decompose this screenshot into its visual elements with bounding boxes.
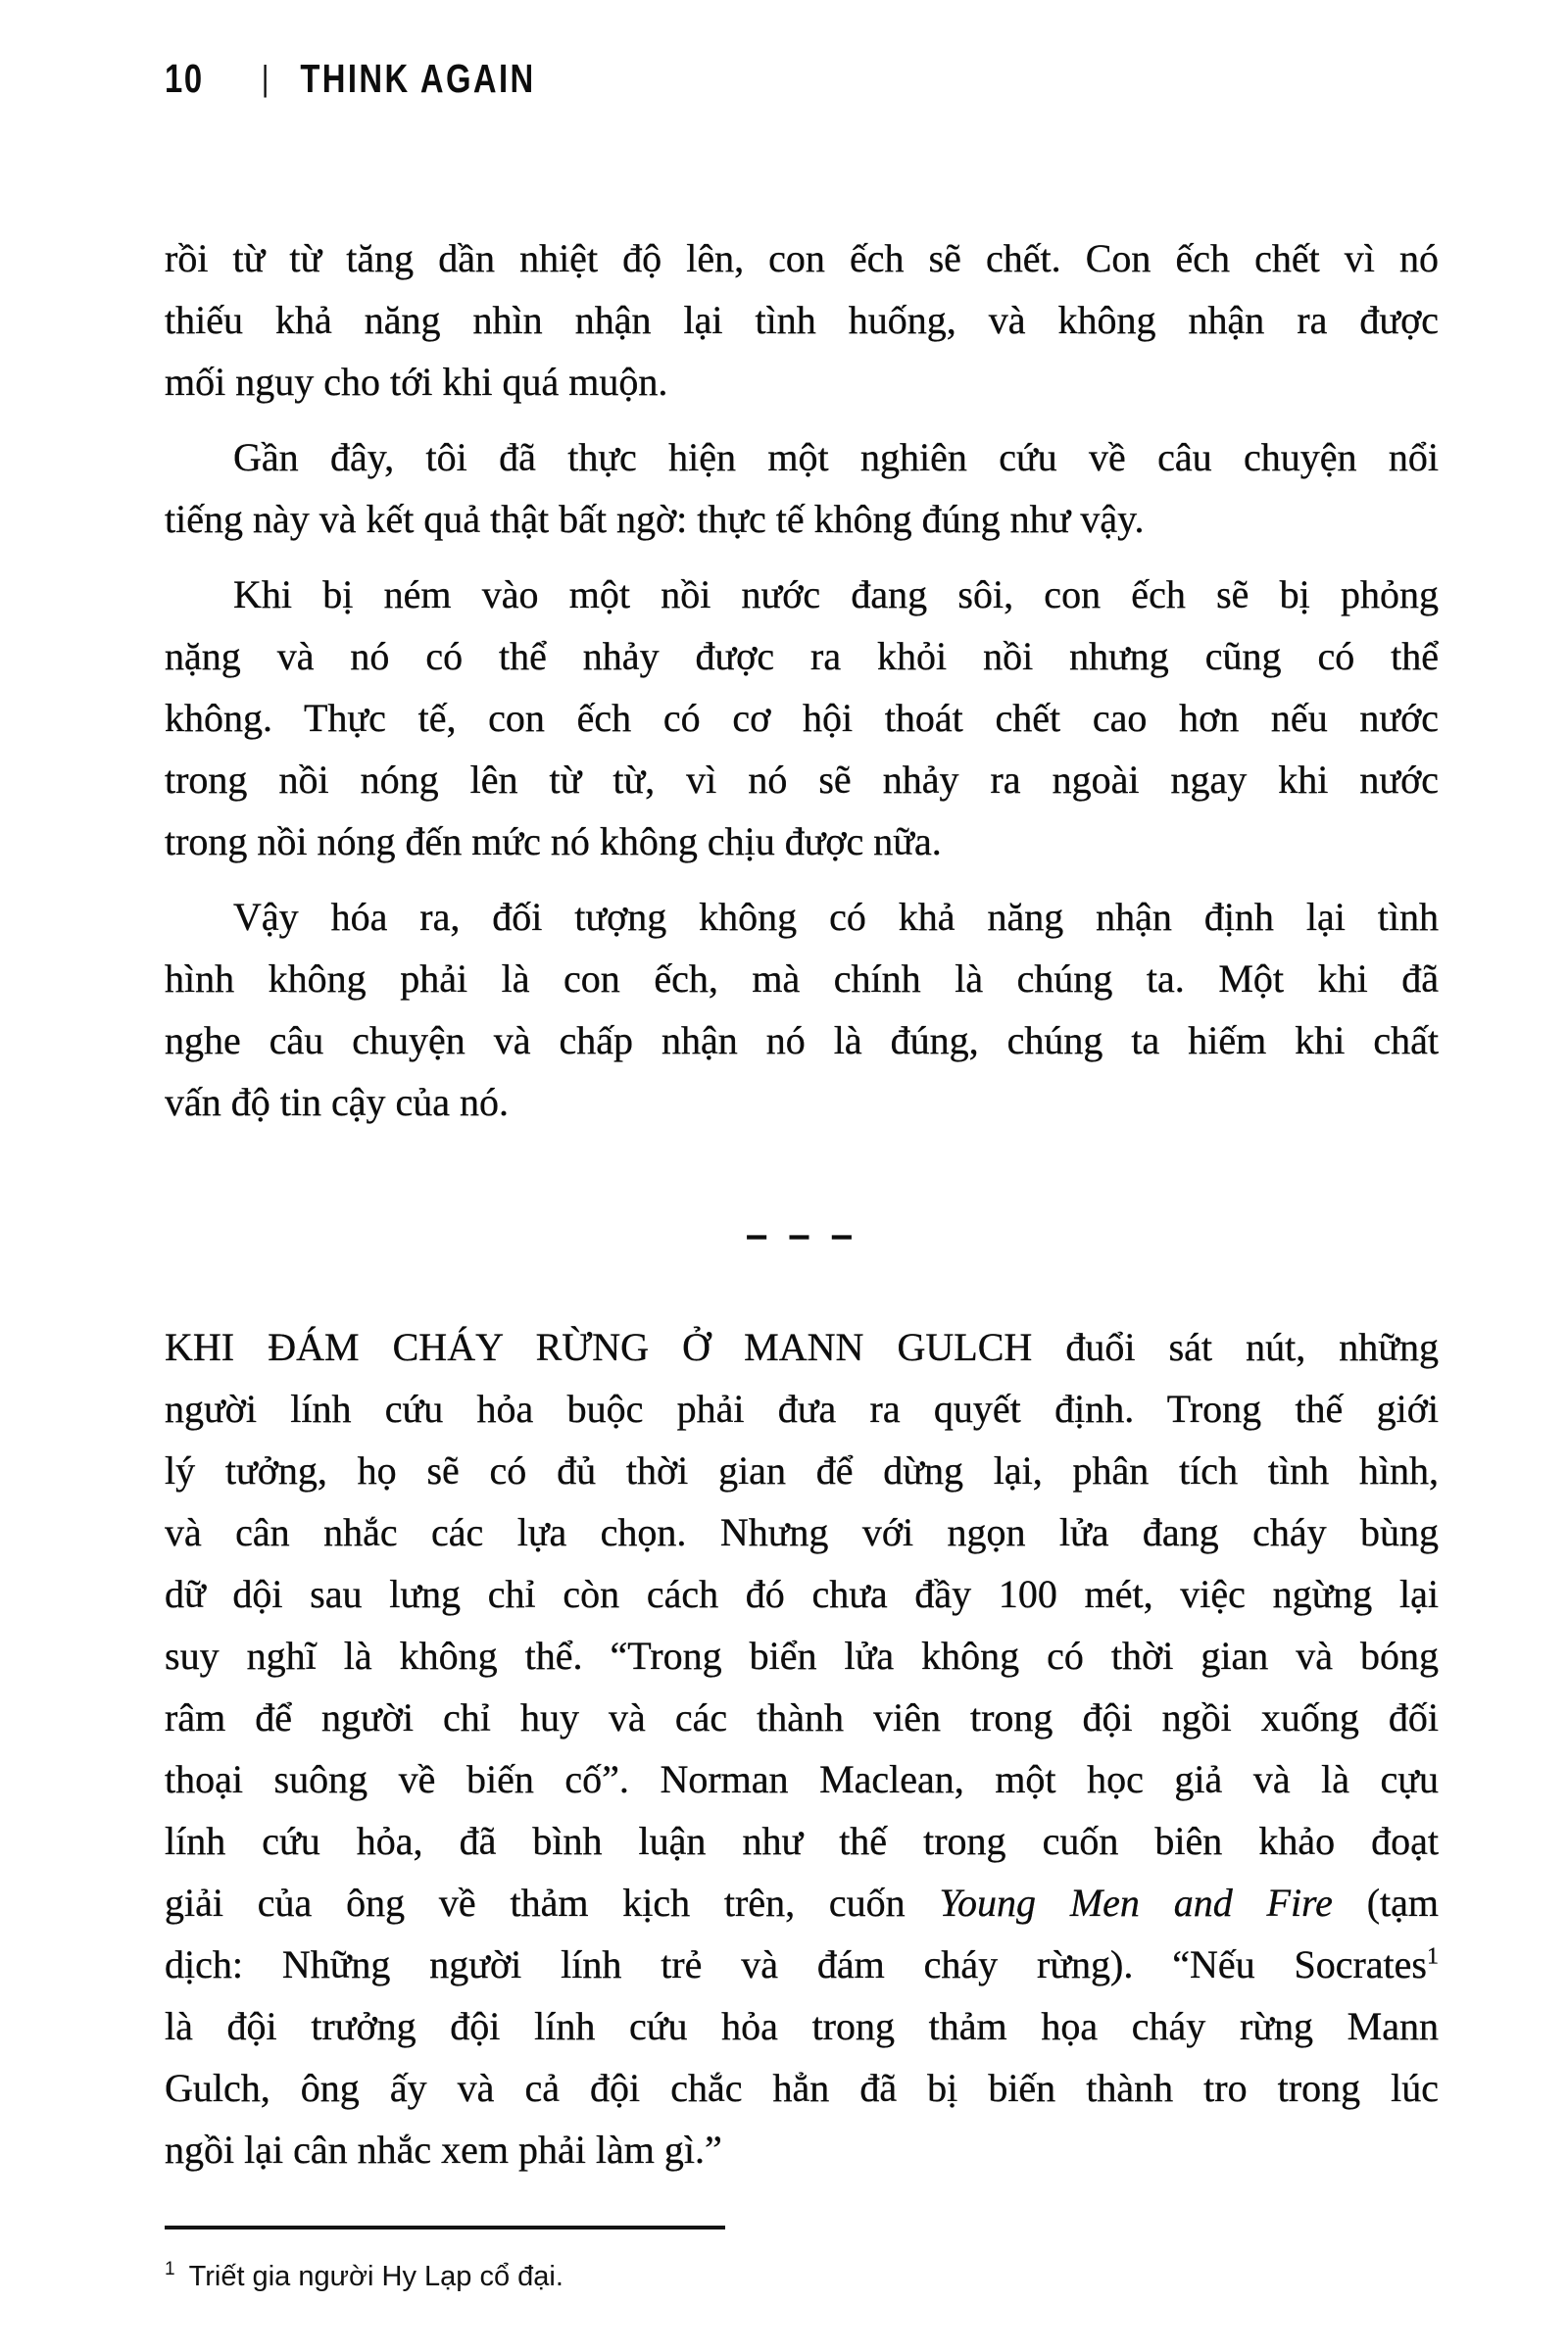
book-title: THINK AGAIN	[300, 56, 536, 101]
text-run: thiếu khả năng nhìn nhận lại tình huống, và không nhận ra được	[165, 298, 1439, 342]
text-line	[165, 227, 1439, 289]
text-run: râm để người chỉ huy và các thành viên trong đội ngồi xuống đối	[165, 1695, 1439, 1740]
text-line	[165, 1378, 1439, 1440]
text-line	[165, 1009, 1439, 1071]
text-run: vấn độ tin cậy của nó.	[165, 1080, 509, 1124]
text-run: rồi từ từ tăng dần nhiệt độ lên, con ếch sẽ chết. Con ếch chết vì nó	[165, 236, 1439, 280]
text-line	[165, 1501, 1439, 1563]
text-line	[165, 426, 1439, 488]
text-line	[165, 1687, 1439, 1748]
text-run: người lính cứu hỏa buộc phải đưa ra quyết định. Trong thế giới	[165, 1387, 1439, 1431]
section-frog-story	[165, 227, 1439, 1133]
footnote-text: Triết gia người Hy Lạp cổ đại.	[188, 2261, 564, 2292]
page-header	[165, 56, 536, 102]
text-run: dịch: Những người lính trẻ và đám cháy rừng). “Nếu Socrates	[165, 1942, 1427, 1986]
text-run: không. Thực tế, con ếch có cơ hội thoát chết cao hơn nếu nước	[165, 696, 1439, 740]
section-separator: – – –	[746, 1213, 858, 1256]
text-run: nghe câu chuyện và chấp nhận nó là đúng, chúng ta hiếm khi chất	[165, 1018, 1439, 1062]
text-line	[165, 1872, 1439, 1934]
text-line	[165, 687, 1439, 749]
text-run: (tạm	[1332, 1881, 1439, 1925]
text-run: Khi bị ném vào một nồi nước đang sôi, con ếch sẽ bị phỏng	[233, 572, 1439, 616]
text-run: Vậy hóa ra, đối tượng không có khả năng nhận định lại tình	[233, 895, 1439, 939]
text-run: thoại suông về biến cố”. Norman Maclean, một học giả và là cựu	[165, 1757, 1439, 1801]
text-line	[165, 810, 1439, 872]
text-line	[165, 351, 1439, 413]
text-line	[165, 625, 1439, 687]
text-line	[165, 564, 1439, 625]
text-run: giải của ông về thảm kịch trên, cuốn	[165, 1881, 940, 1925]
text-line	[165, 488, 1439, 550]
paragraph	[165, 426, 1439, 550]
text-run: trong nồi nóng lên từ từ, vì nó sẽ nhảy ra ngoài ngay khi nước	[165, 758, 1439, 802]
section-mann-gulch	[165, 1316, 1439, 2180]
paragraph	[165, 564, 1439, 872]
text-line	[165, 1934, 1439, 1995]
text-line	[165, 1625, 1439, 1687]
text-line	[165, 2119, 1439, 2180]
text-run: dữ dội sau lưng chỉ còn cách đó chưa đầy 100 mét, việc ngừng lại	[165, 1572, 1439, 1616]
footnote-marker: 1	[165, 2259, 175, 2280]
text-run: mối nguy cho tới khi quá muộn.	[165, 360, 668, 404]
text-run: tiếng này và kết quả thật bất ngờ: thực tế không đúng như vậy.	[165, 497, 1145, 541]
text-line	[165, 749, 1439, 810]
text-run: nặng và nó có thể nhảy được ra khỏi nồi nhưng cũng có thể	[165, 634, 1439, 678]
text-line	[165, 1440, 1439, 1501]
text-run: trong nồi nóng đến mức nó không chịu được nữa.	[165, 819, 942, 863]
text-run: Gulch, ông ấy và cả đội chắc hẳn đã bị biến thành tro trong lúc	[165, 2066, 1439, 2110]
text-run: suy nghĩ là không thể. “Trong biển lửa không có thời gian và bóng	[165, 1634, 1439, 1678]
text-line	[165, 948, 1439, 1009]
paragraph	[165, 1316, 1439, 2180]
page-number: 10	[165, 56, 204, 101]
text-line	[165, 1071, 1439, 1133]
header-divider-bar: |	[261, 58, 270, 98]
paragraph	[165, 227, 1439, 413]
footnote-reference: 1	[1427, 1943, 1439, 1970]
paragraph	[165, 886, 1439, 1133]
footnote	[165, 2257, 1439, 2296]
text-run: KHI ĐÁM CHÁY RỪNG Ở MANN GULCH đuổi sát nút, những	[165, 1325, 1439, 1369]
text-line	[165, 1563, 1439, 1625]
text-line	[165, 289, 1439, 351]
footnote-area	[165, 2226, 1439, 2296]
text-line	[165, 1748, 1439, 1810]
text-line	[165, 886, 1439, 948]
text-line	[165, 1316, 1439, 1378]
text-run: lý tưởng, họ sẽ có đủ thời gian để dừng lại, phân tích tình hình,	[165, 1448, 1439, 1493]
footnote-rule	[165, 2226, 725, 2230]
text-run: Gần đây, tôi đã thực hiện một nghiên cứu về câu chuyện nổi	[233, 435, 1439, 479]
text-run: ngồi lại cân nhắc xem phải làm gì.”	[165, 2128, 722, 2172]
text-line	[165, 2057, 1439, 2119]
text-run: và cân nhắc các lựa chọn. Nhưng với ngọn lửa đang cháy bùng	[165, 1510, 1439, 1554]
text-run: lính cứu hỏa, đã bình luận như thế trong cuốn biên khảo đoạt	[165, 1819, 1439, 1863]
text-run: là đội trưởng đội lính cứu hỏa trong thảm họa cháy rừng Mann	[165, 2004, 1439, 2048]
text-run: hình không phải là con ếch, mà chính là chúng ta. Một khi đã	[165, 956, 1439, 1001]
body-text	[165, 227, 1439, 2180]
text-line	[165, 1995, 1439, 2057]
cited-book-title: Young Men and Fire	[939, 1881, 1333, 1925]
text-line	[165, 1810, 1439, 1872]
